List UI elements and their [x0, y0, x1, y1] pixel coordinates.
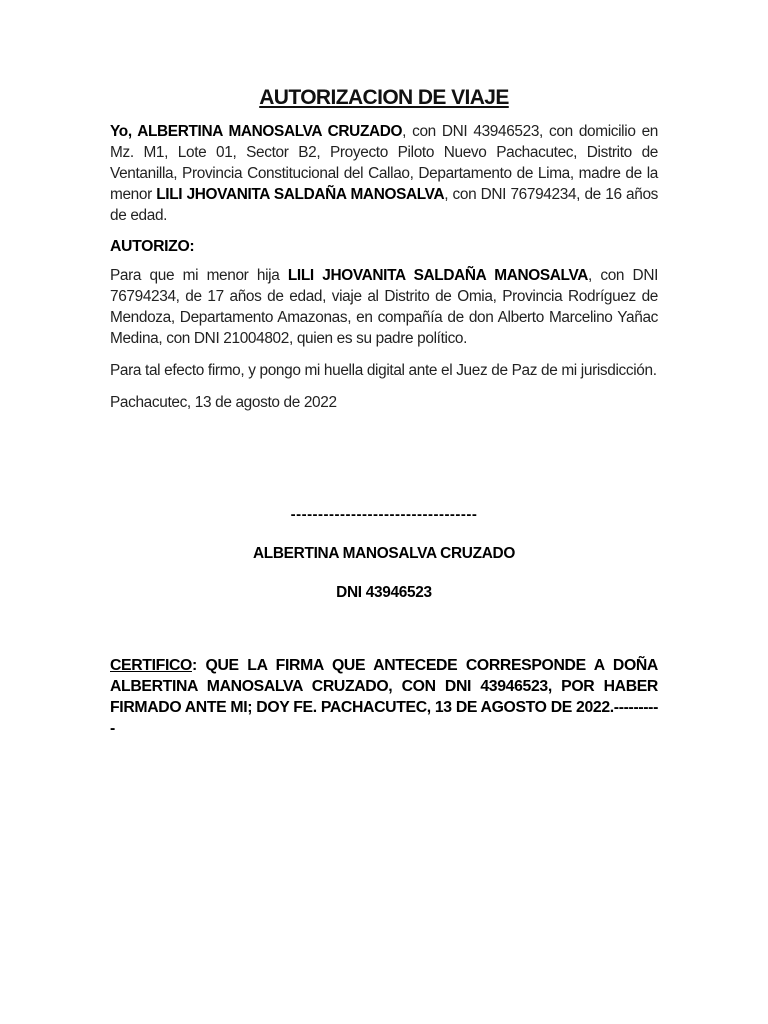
certification-text: : QUE LA FIRMA QUE ANTECEDE CORRESPONDE A DOÑA ALBERTINA MANOSALVA CRUZADO, CON DNI 43946523, POR HABER FIRMADO ANTE MI; DOY FE. PACHACUTEC, 13 DE AGOSTO DE 2022.----------: [110, 657, 658, 737]
document-body: [110, 121, 658, 413]
signer-dni: DNI 43946523: [336, 584, 432, 601]
intro-text-1: , con DNI 43946523, con domicilio en Mz. M1, Lote 01, Sector B2, Proyecto Piloto Nuevo Pachacutec, Distrito de Ventanilla, Provincia Constitucional del Callao, Departamento de Lima, madre de la menor: [110, 123, 658, 203]
authorization-minor-name: LILI JHOVANITA SALDAÑA MANOSALVA: [287, 267, 588, 284]
autorizo-heading: AUTORIZO:: [110, 238, 195, 255]
authorization-text-2: , con DNI 76794234, de 17 años de edad, viaje al Distrito de Omia, Provincia Rodríguez de Mendoza, Departamento Amazonas, en compañía de don Alberto Marcelino Yañac Medina, con DNI 21004802, quien es su padre político.: [110, 267, 659, 347]
signer-name: ALBERTINA MANOSALVA CRUZADO: [252, 545, 516, 562]
intro-text-2: , con DNI 76794234, de 16 años de edad.: [110, 186, 658, 224]
intro-lead: Yo, ALBERTINA MANOSALVA CRUZADO: [110, 123, 403, 140]
certification-label: CERTIFICO: [110, 657, 192, 674]
closing-paragraph: Para tal efecto firmo, y pongo mi huella digital ante el Juez de Paz de mi jurisdicción.: [110, 362, 657, 379]
certification-paragraph: [110, 655, 658, 739]
authorization-text-1: Para que mi menor hija: [110, 267, 288, 284]
place-date: Pachacutec, 13 de agosto de 2022: [110, 394, 337, 411]
signature-line: ----------------------------------: [290, 506, 478, 523]
intro-minor-name: LILI JHOVANITA SALDAÑA MANOSALVA: [156, 186, 445, 203]
intro-paragraph: [110, 121, 658, 226]
authorization-paragraph: [110, 265, 658, 349]
document-title: AUTORIZACION DE VIAJE: [259, 86, 509, 109]
